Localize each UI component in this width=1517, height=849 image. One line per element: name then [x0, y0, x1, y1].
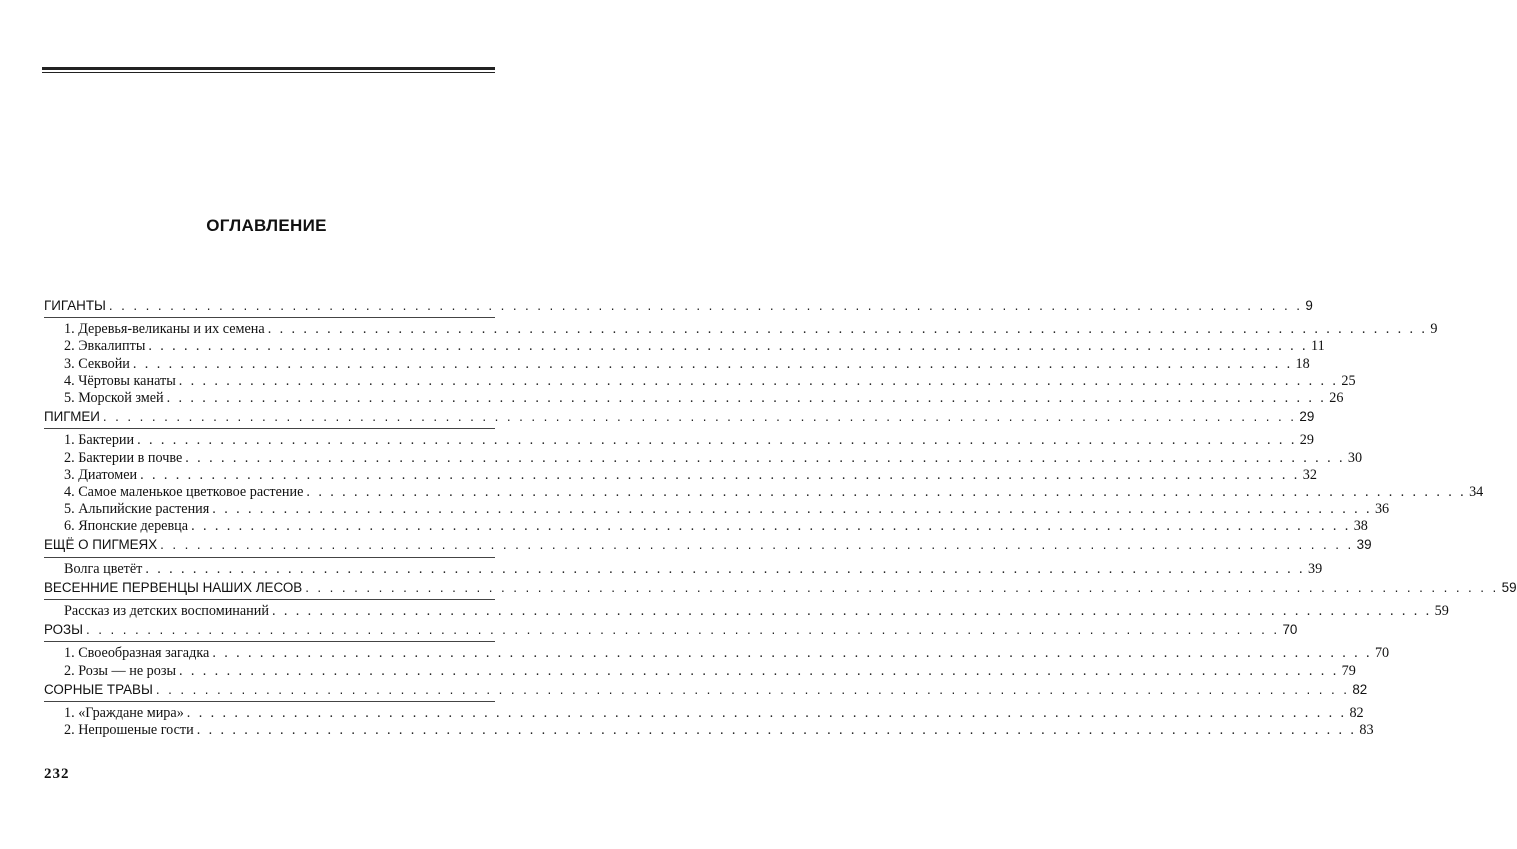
section-divider	[44, 599, 495, 600]
page-ref: 70	[1282, 622, 1298, 638]
leader-dots: . . . . . . . . . . . . . . . . . . . . . . . . . . . . . . . . . . . . . . . . . . . . . . . . . . . . . . . . . . . . . . . . . . . . . . . . . . . . . . . . . . . . . . . . . . . . . . . . . .	[186, 704, 1347, 721]
toc-subsection-entry	[44, 483, 1484, 501]
subsection-title: 5. Альпийские растения	[64, 501, 210, 518]
toc-group	[44, 535, 1372, 577]
leader-dots: . . . . . . . . . . . . . . . . . . . . . . . . . . . . . . . . . . . . . . . . . . . . . . . . . . . . . . . . . . . . . . . . . . . . . . . . . . . . . . . . . . . . . . . . . . . . . . . . . .	[267, 321, 1428, 338]
page-ref: 59	[1501, 579, 1517, 595]
toc-group	[44, 620, 1390, 680]
toc-subsection-entry	[44, 704, 1364, 722]
subsection-title: 5. Морской змей	[64, 389, 164, 406]
toc-subsection-entry	[44, 432, 1314, 449]
toc-subsection-entry	[44, 372, 1356, 390]
subsection-title: 2. Розы — не розы	[64, 662, 176, 679]
leader-dots: . . . . . . . . . . . . . . . . . . . . . . . . . . . . . . . . . . . . . . . . . . . . . . . . . . . . . . . . . . . . . . . . . . . . . . . . . . . . . . . . . . . . . . . . . . . . . . . . . .	[166, 389, 1327, 406]
header-rule-thick	[42, 67, 495, 70]
leader-dots: . . . . . . . . . . . . . . . . . . . . . . . . . . . . . . . . . . . . . . . . . . . . . . . . . . . . . . . . . . . . . . . . . . . . . . . . . . . . . . . . . . . . . . . . . . . . . . . . . .	[102, 409, 1297, 425]
leader-dots: . . . . . . . . . . . . . . . . . . . . . . . . . . . . . . . . . . . . . . . . . . . . . . . . . . . . . . . . . . . . . . . . . . . . . . . . . . . . . . . . . . . . . . . . . . . . . . . . . .	[306, 483, 1467, 500]
header-rule-thin	[42, 72, 495, 73]
leader-dots: . . . . . . . . . . . . . . . . . . . . . . . . . . . . . . . . . . . . . . . . . . . . . . . . . . . . . . . . . . . . . . . . . . . . . . . . . . . . . . . . . . . . . . . . . . . . . . . . . .	[305, 579, 1499, 595]
toc-section-entry	[44, 408, 1315, 425]
page-ref: 59	[1434, 603, 1449, 619]
section-title: ПИГМЕИ	[44, 409, 100, 425]
page-ref: 25	[1341, 372, 1356, 389]
page-ref: 11	[1311, 338, 1325, 355]
page-ref: 26	[1329, 389, 1344, 406]
toc-group	[44, 296, 1438, 407]
leader-dots: . . . . . . . . . . . . . . . . . . . . . . . . . . . . . . . . . . . . . . . . . . . . . . . . . . . . . . . . . . . . . . . . . . . . . . . . . . . . . . . . . . . . . . . . . . . . . . . . . .	[132, 355, 1293, 372]
section-title: ВЕСЕННИЕ ПЕРВЕНЦЫ НАШИХ ЛЕСОВ	[44, 579, 303, 595]
page-ref: 36	[1374, 501, 1390, 518]
leader-dots: . . . . . . . . . . . . . . . . . . . . . . . . . . . . . . . . . . . . . . . . . . . . . . . . . . . . . . . . . . . . . . . . . . . . . . . . . . . . . . . . . . . . . . . . . . . . . . . . . .	[271, 603, 1432, 619]
page-ref: 39	[1356, 537, 1372, 553]
page-ref: 82	[1352, 681, 1368, 697]
leader-dots: . . . . . . . . . . . . . . . . . . . . . . . . . . . . . . . . . . . . . . . . . . . . . . . . . . . . . . . . . . . . . . . . . . . . . . . . . . . . . . . . . . . . . . . . . . . . . . . . . .	[179, 662, 1339, 679]
section-title: РОЗЫ	[44, 622, 83, 638]
subsection-title: 3. Секвойи	[64, 355, 130, 372]
subsection-title: 2. Бактерии в почве	[64, 449, 183, 466]
section-title: ГИГАНТЫ	[44, 298, 106, 313]
section-divider	[44, 557, 495, 558]
page-ref: 9	[1430, 321, 1438, 338]
subsection-title: 1. «Граждане мира»	[64, 704, 184, 721]
section-divider	[44, 428, 495, 429]
toc-group	[44, 578, 1517, 620]
toc-group	[44, 407, 1484, 535]
leader-dots: . . . . . . . . . . . . . . . . . . . . . . . . . . . . . . . . . . . . . . . . . . . . . . . . . . . . . . . . . . . . . . . . . . . . . . . . . . . . . . . . . . . . . . . . . . . . . . . . . .	[137, 432, 1297, 449]
leader-dots: . . . . . . . . . . . . . . . . . . . . . . . . . . . . . . . . . . . . . . . . . . . . . . . . . . . . . . . . . . . . . . . . . . . . . . . . . . . . . . . . . . . . . . . . . . . . . . . . . .	[160, 537, 1354, 553]
toc-section-entry	[44, 297, 1313, 314]
toc-group	[44, 680, 1374, 740]
toc-subsection-entry	[44, 722, 1374, 739]
page-number: 232	[44, 766, 70, 782]
leader-dots: . . . . . . . . . . . . . . . . . . . . . . . . . . . . . . . . . . . . . . . . . . . . . . . . . . . . . . . . . . . . . . . . . . . . . . . . . . . . . . . . . . . . . . . . . . . . . . . . . .	[212, 501, 1372, 518]
leader-dots: . . . . . . . . . . . . . . . . . . . . . . . . . . . . . . . . . . . . . . . . . . . . . . . . . . . . . . . . . . . . . . . . . . . . . . . . . . . . . . . . . . . . . . . . . . . . . . . . . .	[191, 518, 1351, 535]
subsection-title: 6. Японские деревца	[64, 518, 189, 535]
page-ref: 29	[1299, 409, 1315, 425]
table-of-contents	[44, 296, 1517, 739]
leader-dots: . . . . . . . . . . . . . . . . . . . . . . . . . . . . . . . . . . . . . . . . . . . . . . . . . . . . . . . . . . . . . . . . . . . . . . . . . . . . . . . . . . . . . . . . . . . . . . . . . .	[212, 645, 1372, 662]
page-ref: 38	[1353, 518, 1368, 535]
page-ref: 18	[1295, 355, 1310, 372]
subsection-title: 2. Непрошеные гости	[64, 722, 194, 739]
toc-subsection-entry	[44, 501, 1390, 518]
toc-section-entry	[44, 536, 1372, 553]
leader-dots: . . . . . . . . . . . . . . . . . . . . . . . . . . . . . . . . . . . . . . . . . . . . . . . . . . . . . . . . . . . . . . . . . . . . . . . . . . . . . . . . . . . . . . . . . . . . . . . . . .	[178, 372, 1339, 389]
page-ref: 9	[1305, 298, 1313, 313]
section-divider	[44, 701, 495, 702]
section-divider	[44, 641, 495, 642]
subsection-title: Рассказ из детских воспоминаний	[64, 603, 269, 619]
leader-dots: . . . . . . . . . . . . . . . . . . . . . . . . . . . . . . . . . . . . . . . . . . . . . . . . . . . . . . . . . . . . . . . . . . . . . . . . . . . . . . . . . . . . . . . . . . . . . . . . . .	[185, 449, 1345, 466]
toc-subsection-entry	[44, 560, 1323, 578]
subsection-title: 4. Чёртовы канаты	[64, 372, 176, 389]
leader-dots: . . . . . . . . . . . . . . . . . . . . . . . . . . . . . . . . . . . . . . . . . . . . . . . . . . . . . . . . . . . . . . . . . . . . . . . . . . . . . . . . . . . . . . . . . . . . . . . . . .	[196, 722, 1357, 739]
leader-dots: . . . . . . . . . . . . . . . . . . . . . . . . . . . . . . . . . . . . . . . . . . . . . . . . . . . . . . . . . . . . . . . . . . . . . . . . . . . . . . . . . . . . . . . . . . . . . . . . . .	[148, 338, 1308, 355]
toc-subsection-entry	[44, 518, 1368, 535]
toc-subsection-entry	[44, 355, 1310, 373]
page-ref: 34	[1469, 483, 1484, 500]
subsection-title: Волга цветёт	[64, 560, 143, 577]
page-ref: 29	[1299, 432, 1314, 449]
subsection-title: 1. Деревья-великаны и их семена	[64, 321, 265, 338]
page-ref: 39	[1307, 560, 1323, 577]
toc-section-entry	[44, 579, 1517, 596]
toc-subsection-entry	[44, 338, 1325, 355]
page-ref: 70	[1374, 645, 1390, 662]
toc-section-entry	[44, 621, 1298, 638]
subsection-title: 1. Своеобразная загадка	[64, 645, 210, 662]
section-title: СОРНЫЕ ТРАВЫ	[44, 681, 153, 697]
subsection-title: 4. Самое маленькое цветковое растение	[64, 483, 304, 500]
leader-dots: . . . . . . . . . . . . . . . . . . . . . . . . . . . . . . . . . . . . . . . . . . . . . . . . . . . . . . . . . . . . . . . . . . . . . . . . . . . . . . . . . . . . . . . . . . . . . . . . . .	[145, 560, 1305, 577]
subsection-title: 3. Диатомеи	[64, 466, 138, 483]
toc-subsection-entry	[44, 466, 1317, 484]
page-ref: 83	[1359, 722, 1374, 739]
toc-subsection-entry	[44, 662, 1356, 680]
page-ref: 30	[1347, 449, 1363, 466]
leader-dots: . . . . . . . . . . . . . . . . . . . . . . . . . . . . . . . . . . . . . . . . . . . . . . . . . . . . . . . . . . . . . . . . . . . . . . . . . . . . . . . . . . . . . . . . . . . . . . . . . .	[140, 466, 1300, 483]
section-title: ЕЩЁ О ПИГМЕЯХ	[44, 537, 158, 553]
section-divider	[44, 317, 495, 318]
toc-section-entry	[44, 681, 1368, 698]
toc-subsection-entry	[44, 645, 1390, 662]
toc-subsection-entry	[44, 389, 1344, 407]
subsection-title: 2. Эвкалипты	[64, 338, 146, 355]
page-ref: 79	[1341, 662, 1356, 679]
contents-heading: ОГЛАВЛЕНИЕ	[206, 216, 327, 235]
page-ref: 82	[1349, 704, 1364, 721]
subsection-title: 1. Бактерии	[64, 432, 135, 449]
leader-dots: . . . . . . . . . . . . . . . . . . . . . . . . . . . . . . . . . . . . . . . . . . . . . . . . . . . . . . . . . . . . . . . . . . . . . . . . . . . . . . . . . . . . . . . . . . . . . . . . . .	[86, 622, 1280, 638]
toc-subsection-entry	[44, 321, 1438, 338]
toc-subsection-entry	[44, 449, 1363, 467]
leader-dots: . . . . . . . . . . . . . . . . . . . . . . . . . . . . . . . . . . . . . . . . . . . . . . . . . . . . . . . . . . . . . . . . . . . . . . . . . . . . . . . . . . . . . . . . . . . . . . . . . .	[108, 298, 1303, 313]
page-ref: 32	[1302, 466, 1317, 483]
toc-subsection-entry	[44, 603, 1449, 620]
leader-dots: . . . . . . . . . . . . . . . . . . . . . . . . . . . . . . . . . . . . . . . . . . . . . . . . . . . . . . . . . . . . . . . . . . . . . . . . . . . . . . . . . . . . . . . . . . . . . . . . . .	[155, 681, 1350, 697]
